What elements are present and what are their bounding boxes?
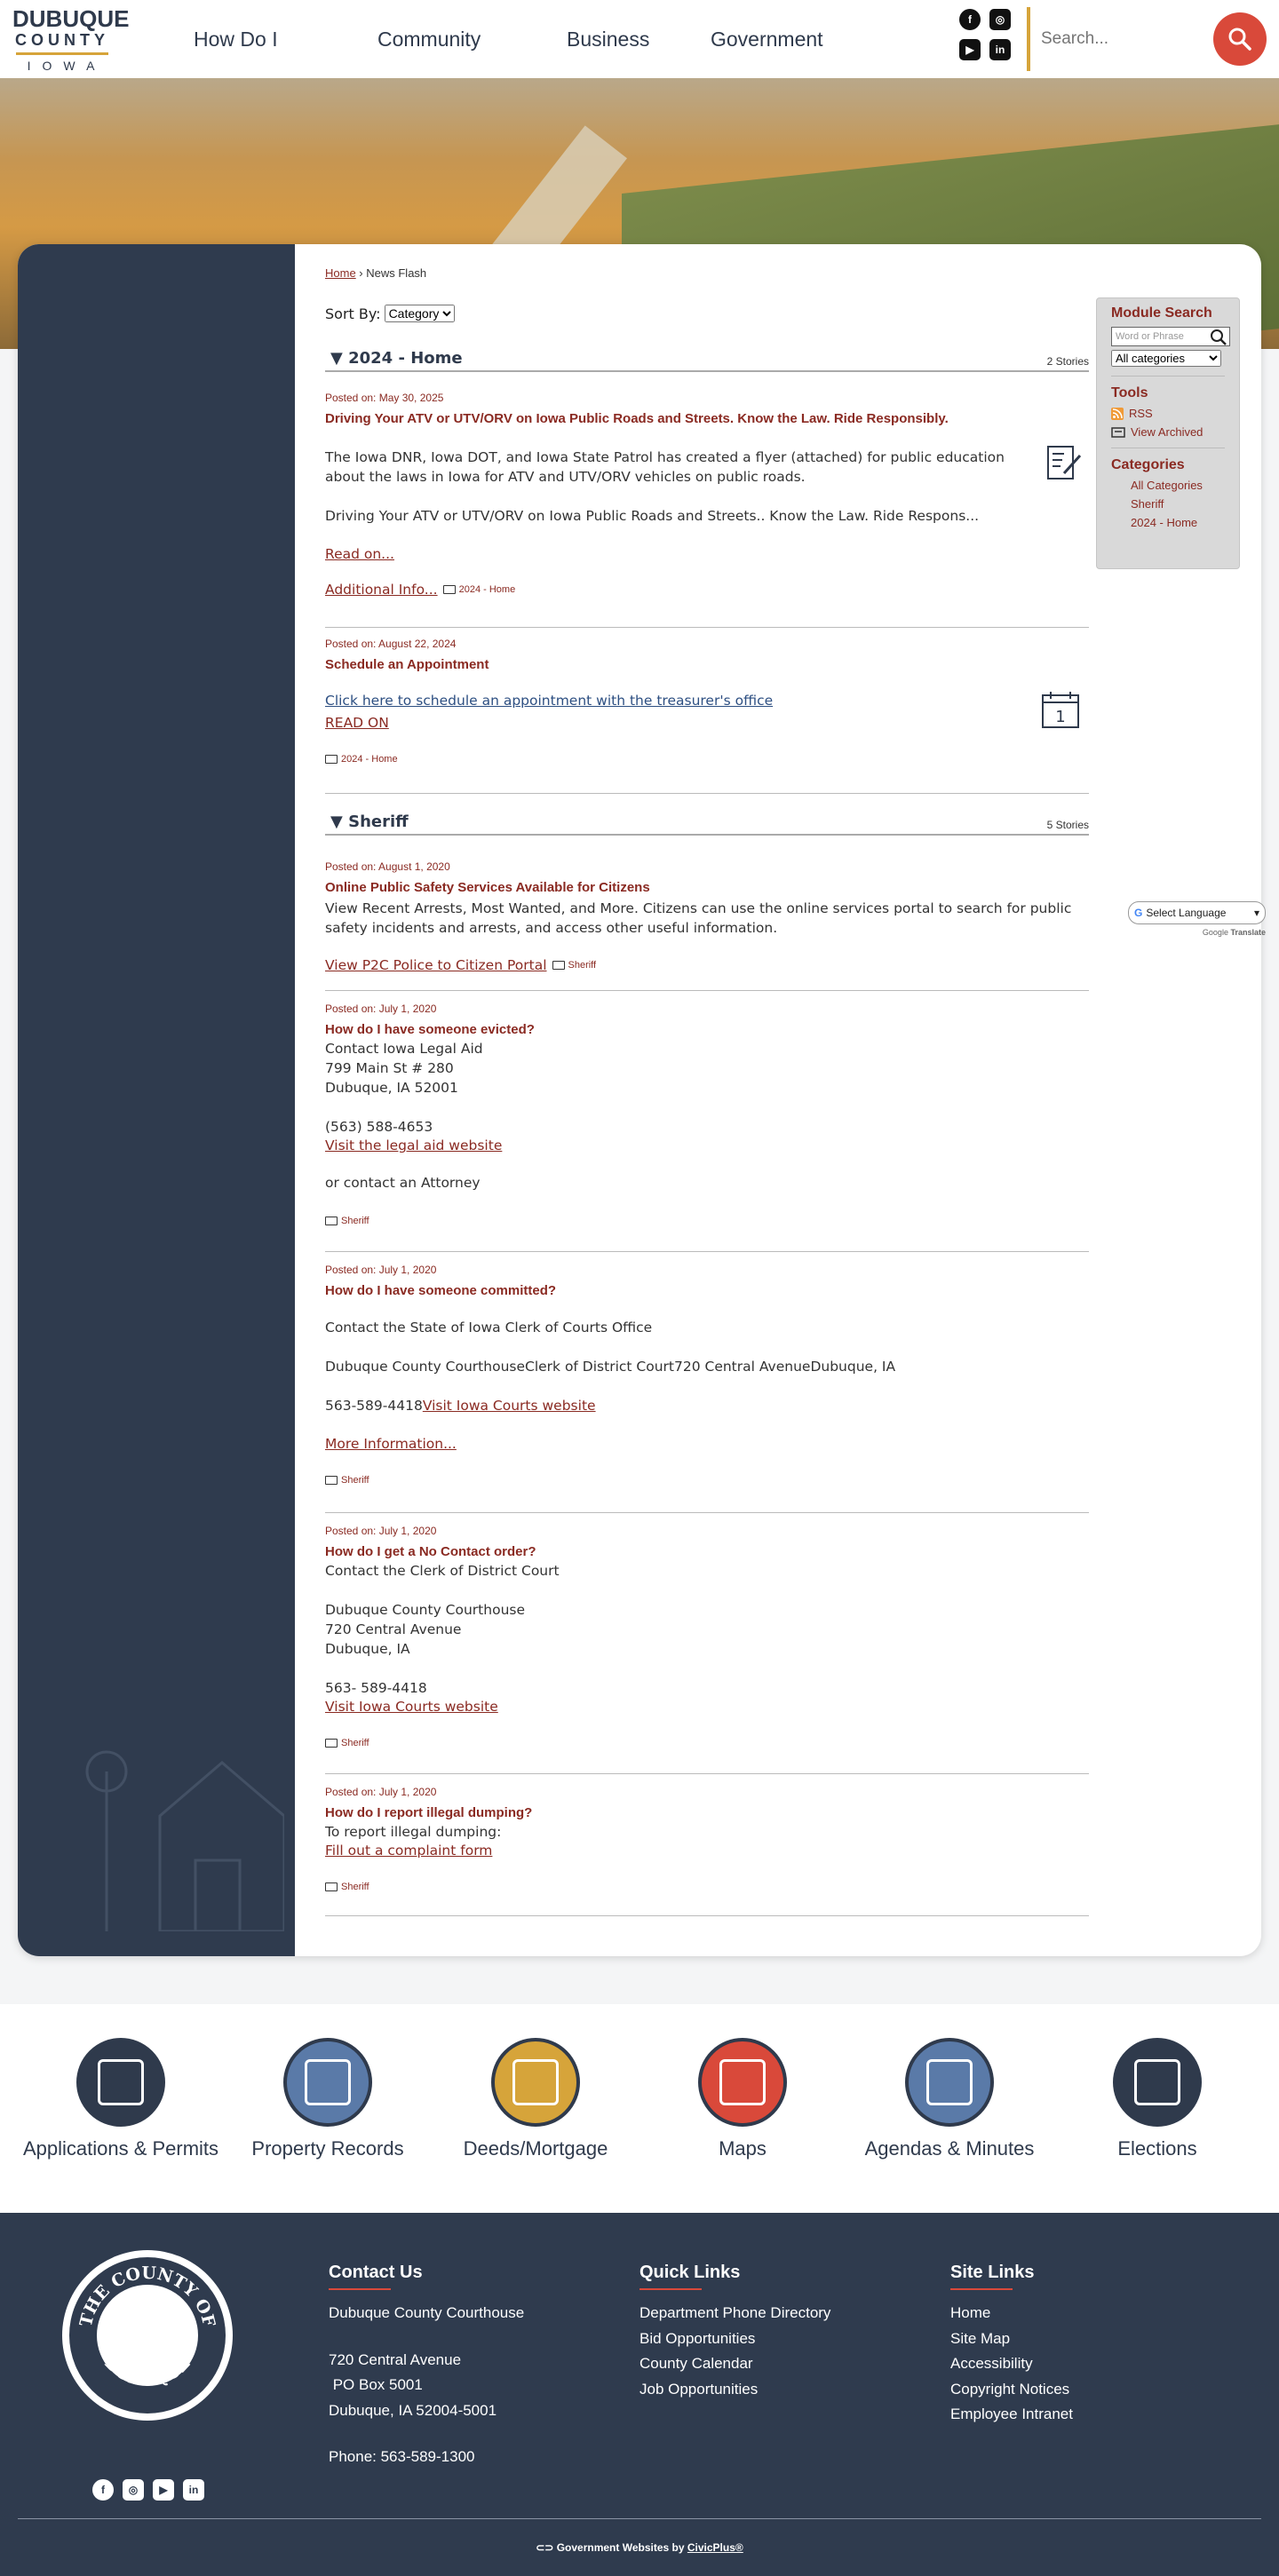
contact-us-column bbox=[329, 2263, 524, 2470]
search-icon bbox=[1227, 27, 1252, 52]
footer-link[interactable]: Site Map bbox=[950, 2329, 1011, 2347]
quick-applications-permits[interactable] bbox=[14, 2038, 227, 2160]
quick-links bbox=[0, 2004, 1279, 2213]
news-title[interactable]: Driving Your ATV or UTV/ORV on Iowa Public Roads and Streets. Know the Law. Ride Responsibly. bbox=[325, 411, 949, 426]
news-line: To report illegal dumping: bbox=[325, 1824, 502, 1840]
news-line: Dubuque, IA bbox=[325, 1641, 410, 1657]
news-body: The Iowa DNR, Iowa DOT, and Iowa State Patrol has created a flyer (attached) for public education about the laws in Iowa for ATV and UTV/ORV vehicles on public roads. bbox=[325, 449, 1005, 485]
site-links-title: Site Links bbox=[950, 2263, 1035, 2282]
read-on-link[interactable]: READ ON bbox=[325, 715, 389, 731]
linkedin-icon[interactable]: in bbox=[183, 2479, 204, 2501]
seal-top-text: THE COUNTY OF bbox=[75, 2263, 219, 2329]
quick-maps[interactable] bbox=[636, 2038, 849, 2160]
svg-text:THE COUNTY OF bbox=[76, 2263, 219, 2329]
news-body: View Recent Arrests, Most Wanted, and More. Citizens can use the online services portal to search for public safety incidents and arrests, and access other useful information. bbox=[325, 900, 1072, 936]
tag-label: Sheriff bbox=[341, 1216, 369, 1226]
main-card bbox=[18, 244, 1261, 1956]
item-separator bbox=[325, 990, 1089, 991]
contact-phone: Phone: 563-589-1300 bbox=[329, 2448, 475, 2465]
news-item bbox=[325, 1786, 1089, 1895]
schedule-appointment-link[interactable]: Click here to schedule an appointment with the treasurer's office bbox=[325, 693, 774, 709]
footer-link[interactable]: Bid Opportunities bbox=[640, 2329, 756, 2347]
civicplus-link[interactable]: CivicPlus® bbox=[687, 2541, 743, 2554]
category-title: ▼ 2024 - Home bbox=[330, 349, 463, 368]
quick-links-title: Quick Links bbox=[640, 2263, 741, 2282]
category-count: 5 Stories bbox=[1046, 819, 1089, 831]
breadcrumb-home[interactable]: Home bbox=[325, 266, 356, 280]
tag-label: Sheriff bbox=[341, 1882, 369, 1892]
quick-label: Deeds/Mortgage bbox=[463, 2137, 608, 2160]
credit-text: Government Websites by bbox=[556, 2541, 685, 2554]
view-archived-link[interactable] bbox=[1111, 425, 1225, 439]
site-header bbox=[0, 0, 1279, 78]
news-line: Contact the Clerk of District Court bbox=[325, 1563, 560, 1579]
quick-deeds-mortgage[interactable] bbox=[429, 2038, 642, 2160]
iowa-courts-link[interactable]: Visit Iowa Courts website bbox=[325, 1699, 498, 1715]
main-nav bbox=[194, 28, 844, 52]
module-search-input[interactable] bbox=[1111, 327, 1230, 346]
sort-label: Sort By: bbox=[325, 305, 381, 322]
quick-label: Property Records bbox=[251, 2137, 404, 2160]
footer-link[interactable]: Department Phone Directory bbox=[640, 2304, 831, 2321]
item-separator bbox=[325, 1512, 1089, 1513]
footer-social bbox=[92, 2479, 204, 2501]
social-links bbox=[959, 9, 1018, 60]
linkedin-icon[interactable]: in bbox=[989, 39, 1011, 60]
document-edit-icon bbox=[1043, 441, 1085, 484]
nav-how-do-i[interactable]: How Do I bbox=[194, 27, 278, 51]
nav-business[interactable]: Business bbox=[567, 27, 650, 51]
posted-date: Posted on: August 1, 2020 bbox=[325, 860, 450, 873]
news-item bbox=[325, 860, 1089, 973]
breadcrumb-current: News Flash bbox=[366, 266, 427, 280]
news-item bbox=[325, 392, 1089, 598]
powered-by-google[interactable] bbox=[1128, 928, 1266, 937]
barn-illustration bbox=[71, 1736, 284, 1931]
contact-title: Contact Us bbox=[329, 2263, 423, 2282]
posted-date: Posted on: August 22, 2024 bbox=[325, 638, 457, 650]
news-title[interactable]: Online Public Safety Services Available for Citizens bbox=[325, 880, 650, 895]
select-language-dropdown[interactable] bbox=[1128, 901, 1266, 924]
read-on-link[interactable]: Read on... bbox=[325, 546, 394, 562]
item-separator bbox=[325, 1251, 1089, 1252]
news-line: (563) 588-4653 bbox=[325, 1119, 433, 1135]
posted-date: Posted on: July 1, 2020 bbox=[325, 1264, 437, 1276]
logo-divider bbox=[16, 52, 108, 55]
calendar-icon bbox=[1039, 688, 1082, 731]
news-line: 799 Main St # 280 bbox=[325, 1060, 454, 1076]
news-title[interactable]: How do I report illegal dumping? bbox=[325, 1805, 533, 1820]
instagram-icon[interactable]: ◎ bbox=[123, 2479, 144, 2501]
news-title[interactable]: How do I have someone evicted? bbox=[325, 1022, 535, 1037]
news-item bbox=[325, 1525, 1089, 1751]
tools-title: Tools bbox=[1111, 385, 1148, 400]
footer-link[interactable]: Employee Intranet bbox=[950, 2406, 1073, 2422]
sort-select[interactable] bbox=[385, 305, 455, 322]
footer-link[interactable]: County Calendar bbox=[640, 2355, 753, 2372]
book-icon bbox=[325, 1882, 338, 1891]
google-icon: G bbox=[1134, 907, 1143, 919]
tag-label: 2024 - Home bbox=[458, 584, 516, 595]
item-separator bbox=[325, 627, 1089, 628]
svg-text:1: 1 bbox=[1055, 708, 1066, 726]
book-icon bbox=[443, 585, 456, 594]
news-line: or contact an Attorney bbox=[325, 1175, 481, 1191]
item-separator bbox=[325, 1773, 1089, 1774]
county-seal bbox=[62, 2250, 233, 2421]
calendar-icon bbox=[905, 2038, 994, 2127]
quick-label: Elections bbox=[1117, 2137, 1197, 2160]
quick-label: Applications & Permits bbox=[22, 2137, 219, 2160]
archive-icon bbox=[1111, 426, 1125, 439]
news-line: Dubuque, IA 52001 bbox=[325, 1080, 458, 1096]
nav-community[interactable]: Community bbox=[377, 27, 481, 51]
category-title: ▼ Sheriff bbox=[330, 812, 409, 831]
news-line: Dubuque County CourthouseClerk of District Court720 Central AvenueDubuque, IA bbox=[325, 1359, 896, 1375]
complaint-form-link[interactable]: Fill out a complaint form bbox=[325, 1843, 493, 1859]
search-button[interactable] bbox=[1213, 12, 1267, 66]
seal-bottom-text: DUBUQUE bbox=[100, 2353, 195, 2390]
house-icon bbox=[283, 2038, 372, 2127]
news-line: 563-589-4418 bbox=[325, 1398, 423, 1414]
footer-link[interactable]: Home bbox=[950, 2304, 991, 2321]
quick-elections[interactable] bbox=[1051, 2038, 1264, 2160]
logo-line1: DUBUQUE bbox=[12, 4, 130, 32]
category-tag[interactable] bbox=[325, 1738, 369, 1748]
news-title[interactable]: Schedule an Appointment bbox=[325, 657, 489, 672]
category-link-sheriff[interactable]: Sheriff bbox=[1131, 497, 1164, 511]
quick-label: Maps bbox=[719, 2137, 767, 2160]
credit-line bbox=[0, 2541, 1279, 2554]
map-icon bbox=[698, 2038, 787, 2127]
svg-text:DUBUQUE bbox=[100, 2353, 194, 2390]
youtube-icon[interactable]: ▶ bbox=[959, 39, 981, 60]
nav-government[interactable]: Government bbox=[711, 27, 823, 51]
logo-line3: IOWA bbox=[27, 58, 107, 73]
civicplus-icon: ⊂⊃ bbox=[536, 2541, 554, 2554]
contact-spacer bbox=[329, 2423, 524, 2445]
logo-line2: COUNTY bbox=[15, 30, 109, 49]
category-tag[interactable] bbox=[443, 584, 516, 595]
additional-info-link[interactable]: Additional Info... bbox=[325, 582, 438, 598]
item-separator bbox=[325, 1915, 1089, 1916]
quick-property-records[interactable] bbox=[221, 2038, 434, 2160]
search-icon[interactable] bbox=[1210, 329, 1227, 346]
category-count: 2 Stories bbox=[1046, 355, 1089, 368]
news-item bbox=[325, 1264, 1089, 1488]
module-search-title: Module Search bbox=[1111, 305, 1212, 321]
news-line: 720 Central Avenue bbox=[325, 1621, 462, 1637]
news-line: Contact Iowa Legal Aid bbox=[325, 1041, 483, 1057]
category-header-sheriff[interactable] bbox=[325, 812, 1089, 836]
contact-line: PO Box 5001 bbox=[329, 2376, 423, 2393]
footer-link[interactable]: Accessibility bbox=[950, 2355, 1033, 2372]
tag-label: Sheriff bbox=[341, 1475, 369, 1486]
select-language-label: Select Language bbox=[1146, 907, 1227, 919]
site-footer bbox=[0, 2213, 1279, 2576]
contact-line: Dubuque County Courthouse bbox=[329, 2304, 525, 2321]
heading-underline bbox=[950, 2288, 1013, 2290]
contact-line: 720 Central Avenue bbox=[329, 2350, 462, 2368]
search-input[interactable] bbox=[1041, 29, 1210, 49]
rss-label: RSS bbox=[1129, 407, 1153, 420]
category-link-2024-home[interactable]: 2024 - Home bbox=[1131, 516, 1198, 529]
rss-icon bbox=[1111, 408, 1124, 420]
category-link-all[interactable]: All Categories bbox=[1131, 479, 1203, 492]
p2c-portal-link[interactable]: View P2C Police to Citizen Portal bbox=[325, 957, 547, 973]
sort-by bbox=[325, 305, 455, 322]
view-archived-label: View Archived bbox=[1131, 425, 1204, 439]
quick-agendas-minutes[interactable] bbox=[843, 2038, 1056, 2160]
footer-divider bbox=[18, 2518, 1261, 2519]
news-item bbox=[325, 1003, 1089, 1229]
facebook-icon[interactable]: f bbox=[92, 2479, 114, 2501]
contact-spacer bbox=[329, 2326, 524, 2348]
tag-label: Sheriff bbox=[568, 960, 597, 971]
tag-label: 2024 - Home bbox=[341, 754, 398, 765]
rss-link[interactable] bbox=[1111, 407, 1225, 420]
facebook-icon[interactable]: f bbox=[959, 9, 981, 30]
translate-label: Translate bbox=[1230, 928, 1266, 937]
footer-link[interactable]: Copyright Notices bbox=[950, 2380, 1070, 2398]
posted-date: Posted on: July 1, 2020 bbox=[325, 1003, 437, 1015]
book-icon bbox=[325, 1217, 338, 1225]
categories-title: Categories bbox=[1111, 457, 1185, 472]
news-line: Contact the State of Iowa Clerk of Courts Office bbox=[325, 1320, 653, 1336]
heading-underline bbox=[329, 2288, 391, 2290]
more-info-link[interactable]: More Information... bbox=[325, 1436, 457, 1452]
news-body: Driving Your ATV or UTV/ORV on Iowa Public Roads and Streets.. Know the Law. Ride Respons... bbox=[325, 508, 980, 524]
deed-icon bbox=[491, 2038, 580, 2127]
google-label: Google bbox=[1202, 928, 1228, 937]
item-separator bbox=[325, 793, 1089, 794]
iowa-courts-link[interactable]: Visit Iowa Courts website bbox=[422, 1398, 596, 1414]
category-tag[interactable] bbox=[325, 1475, 369, 1486]
module-panel bbox=[1096, 297, 1240, 569]
county-logo[interactable] bbox=[12, 4, 130, 73]
ballot-box-icon bbox=[1113, 2038, 1202, 2127]
google-translate bbox=[1128, 901, 1266, 937]
posted-date: Posted on: July 1, 2020 bbox=[325, 1786, 437, 1798]
book-icon bbox=[325, 755, 338, 764]
search-area bbox=[1027, 7, 1267, 71]
legal-aid-link[interactable]: Visit the legal aid website bbox=[325, 1137, 503, 1153]
contact-line: Dubuque, IA 52004-5001 bbox=[329, 2401, 497, 2419]
heading-underline bbox=[640, 2288, 702, 2290]
quick-links-column bbox=[640, 2263, 830, 2402]
permit-icon bbox=[76, 2038, 165, 2127]
module-search-placeholder: Word or Phrase bbox=[1116, 331, 1184, 342]
category-header-2024-home[interactable] bbox=[325, 349, 1089, 372]
quick-label: Agendas & Minutes bbox=[864, 2137, 1035, 2160]
category-tag[interactable] bbox=[325, 754, 398, 765]
book-icon bbox=[325, 1739, 338, 1748]
book-icon bbox=[325, 1476, 338, 1485]
module-category-select[interactable] bbox=[1111, 350, 1221, 367]
book-icon bbox=[552, 961, 565, 970]
left-sidebar bbox=[18, 244, 295, 1956]
news-item bbox=[325, 638, 1089, 767]
news-title[interactable]: How do I have someone committed? bbox=[325, 1283, 557, 1298]
news-title[interactable]: How do I get a No Contact order? bbox=[325, 1544, 536, 1559]
news-line: Dubuque County Courthouse bbox=[325, 1602, 525, 1618]
breadcrumb-separator: › bbox=[355, 266, 367, 280]
category-tag[interactable] bbox=[325, 1882, 369, 1892]
tag-label: Sheriff bbox=[341, 1738, 369, 1748]
news-line: 563- 589-4418 bbox=[325, 1680, 427, 1696]
posted-date: Posted on: May 30, 2025 bbox=[325, 392, 444, 404]
chevron-down-icon: ▾ bbox=[1253, 907, 1259, 919]
site-links-column bbox=[950, 2263, 1073, 2428]
breadcrumb bbox=[325, 266, 426, 280]
seal-text bbox=[69, 2257, 226, 2414]
category-tag[interactable] bbox=[552, 960, 597, 971]
posted-date: Posted on: July 1, 2020 bbox=[325, 1525, 437, 1537]
instagram-icon[interactable]: ◎ bbox=[989, 9, 1011, 30]
youtube-icon[interactable]: ▶ bbox=[153, 2479, 174, 2501]
category-tag[interactable] bbox=[325, 1216, 369, 1226]
footer-link[interactable]: Job Opportunities bbox=[640, 2380, 759, 2398]
